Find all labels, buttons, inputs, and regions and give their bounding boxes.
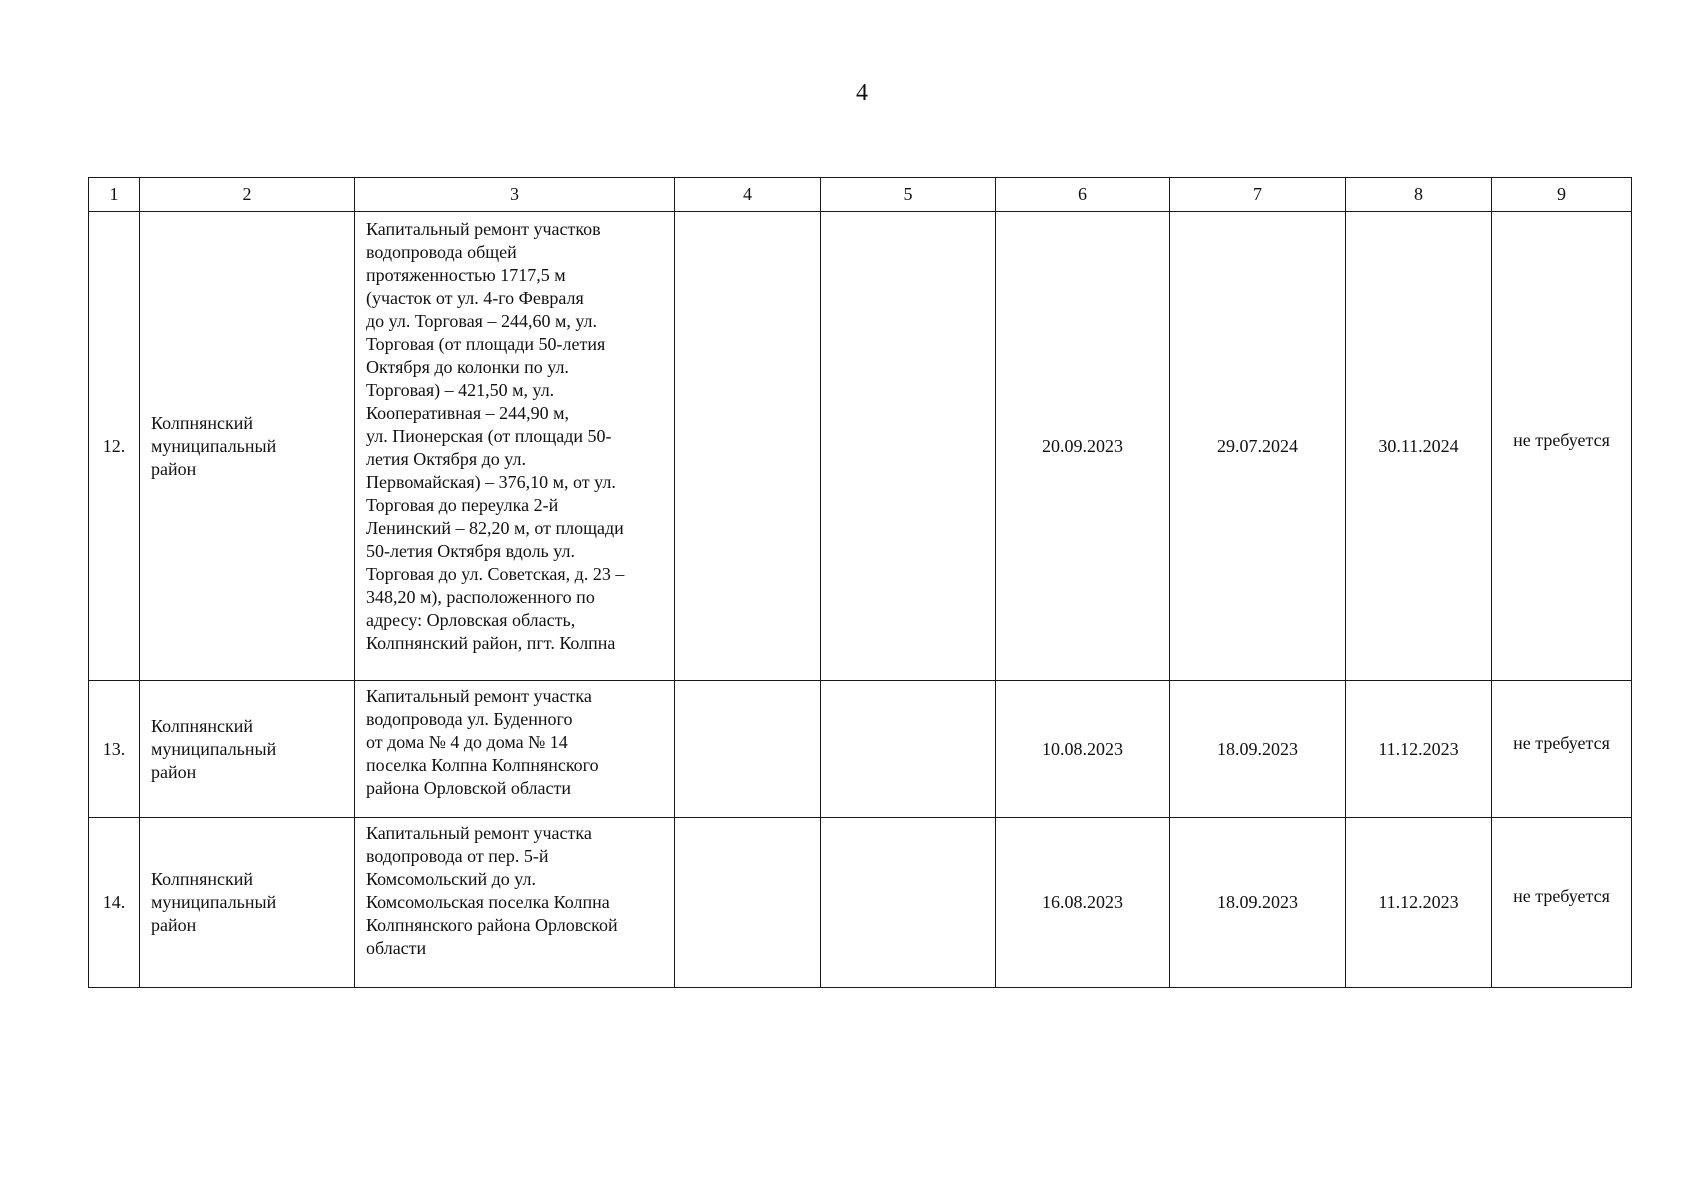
empty-cell bbox=[821, 212, 996, 681]
work-description: Капитальный ремонт участков водопровода общей протяженностью 1717,5 м (участок от ул. 4-го Февраля до ул. Торговая – 244,60 м, ул. Торговая (от площади 50-летия Октября до колонки по ул. Торговая) – 421,50 м, ул. Кооперативная – 244,90 м, ул. Пионерская (от площади 50- летия Октября до ул. Первомайская) – 376,10 м, от ул. Торговая до переулка 2-й Ленинский – 82,20 м, от площади 50-летия Октября вдоль ул. Торговая до ул. Советская, д. 23 – 348,20 м), расположенного по адресу: Орловская область, Колпнянский район, пгт. Колпна bbox=[366, 219, 625, 653]
empty-cell bbox=[675, 818, 821, 988]
column-header: 3 bbox=[355, 178, 675, 212]
date-cell: 11.12.2023 bbox=[1346, 818, 1492, 988]
region-name: Колпнянский муниципальный район bbox=[151, 412, 277, 479]
work-description: Капитальный ремонт участка водопровода от пер. 5-й Комсомольский до ул. Комсомольская поселка Колпна Колпнянского района Орловской области bbox=[366, 823, 618, 958]
region-cell bbox=[140, 212, 355, 681]
column-header: 7 bbox=[1170, 178, 1346, 212]
table-header-row bbox=[89, 178, 1632, 212]
date-cell: 16.08.2023 bbox=[996, 818, 1170, 988]
column-header: 5 bbox=[821, 178, 996, 212]
column-header: 8 bbox=[1346, 178, 1492, 212]
empty-cell bbox=[675, 212, 821, 681]
column-header: 9 bbox=[1492, 178, 1632, 212]
description-cell bbox=[355, 681, 675, 818]
date-cell: 29.07.2024 bbox=[1170, 212, 1346, 681]
table-row bbox=[89, 212, 1632, 681]
date-cell: 20.09.2023 bbox=[996, 212, 1170, 681]
note-cell: не требуется bbox=[1492, 681, 1632, 818]
column-header: 4 bbox=[675, 178, 821, 212]
column-header: 6 bbox=[996, 178, 1170, 212]
date-cell: 30.11.2024 bbox=[1346, 212, 1492, 681]
note-cell: не требуется bbox=[1492, 212, 1632, 681]
table-row bbox=[89, 818, 1632, 988]
works-table bbox=[88, 177, 1632, 988]
date-cell: 11.12.2023 bbox=[1346, 681, 1492, 818]
row-number: 13. bbox=[89, 681, 140, 818]
date-cell: 10.08.2023 bbox=[996, 681, 1170, 818]
date-cell: 18.09.2023 bbox=[1170, 681, 1346, 818]
region-cell bbox=[140, 681, 355, 818]
row-number: 14. bbox=[89, 818, 140, 988]
region-name: Колпнянский муниципальный район bbox=[151, 869, 277, 935]
empty-cell bbox=[821, 818, 996, 988]
empty-cell bbox=[821, 681, 996, 818]
date-cell: 18.09.2023 bbox=[1170, 818, 1346, 988]
work-description: Капитальный ремонт участка водопровода ул. Буденного от дома № 4 до дома № 14 поселка Колпна Колпнянского района Орловской области bbox=[366, 686, 599, 798]
empty-cell bbox=[675, 681, 821, 818]
description-cell bbox=[355, 818, 675, 988]
column-header: 1 bbox=[89, 178, 140, 212]
column-header: 2 bbox=[140, 178, 355, 212]
page-number: 4 bbox=[856, 80, 868, 106]
description-cell bbox=[355, 212, 675, 681]
region-cell bbox=[140, 818, 355, 988]
note-cell: не требуется bbox=[1492, 818, 1632, 988]
region-name: Колпнянский муниципальный район bbox=[151, 715, 277, 782]
table-row bbox=[89, 681, 1632, 818]
row-number: 12. bbox=[89, 212, 140, 681]
